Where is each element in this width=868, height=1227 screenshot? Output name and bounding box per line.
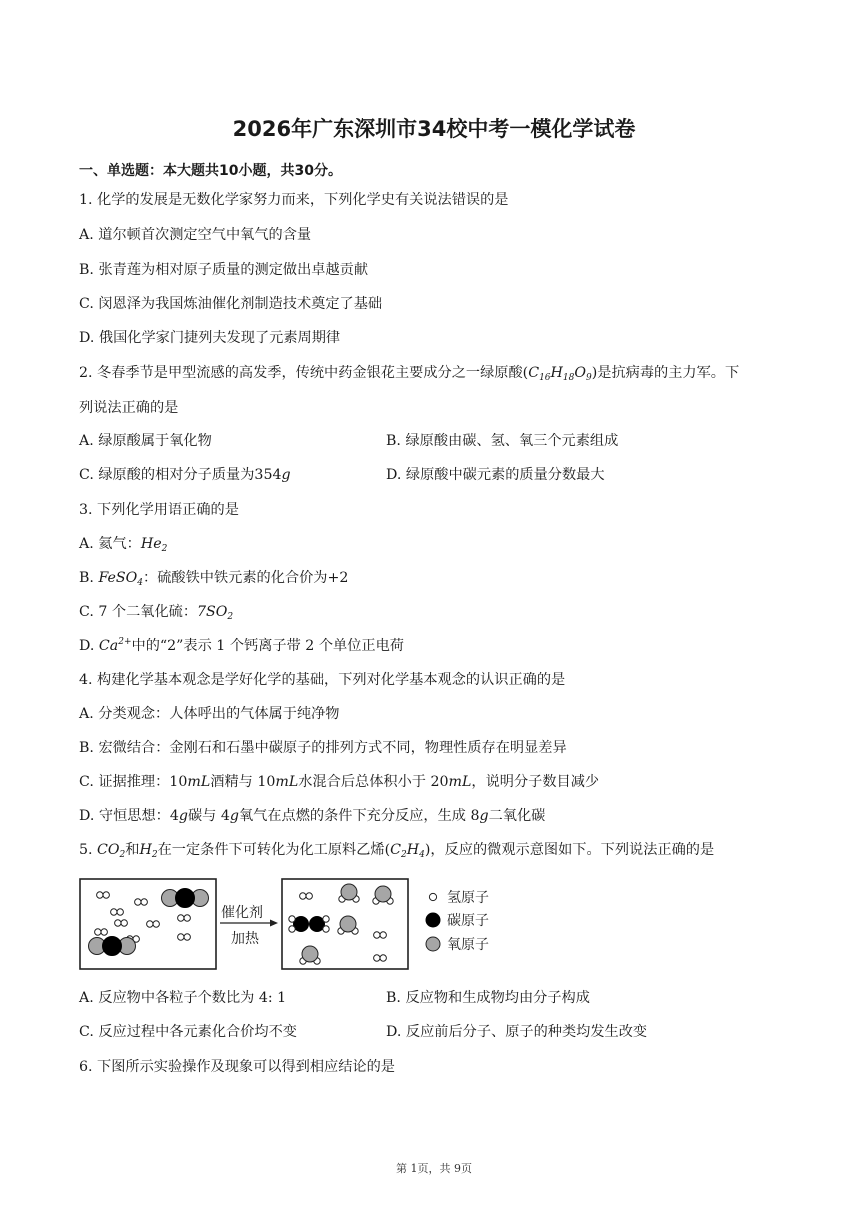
question-2-stem: 2. 冬春季节是甲型流感的高发季，传统中药金银花主要成分之一绿原酸$(C_{16}H_{18}O_9)$是抗病毒的主力军。下 xyxy=(79,365,740,383)
question-3-option-b: B. FeSO$_4$：硫酸铁中铁元素的化合价为+2 xyxy=(79,570,349,588)
question-1-option-c: C. 闵恩泽为我国炼油催化剂制造技术奠定了基础 xyxy=(79,296,383,312)
question-3-option-d: D. $Ca^{2+}$中的“2”表示 1 个钙离子带 2 个单位正电荷 xyxy=(79,637,404,654)
question-1-stem: 1. 化学的发展是无数化学家努力而来，下列化学史有关说法错误的是 xyxy=(79,192,509,208)
question-2-stem-cont: 列说法正确的是 xyxy=(79,400,179,416)
page-title: 2026年广东深圳市34校中考一模化学试卷 xyxy=(232,117,636,141)
formula-7so2: $7SO_2$ xyxy=(197,604,234,622)
question-2-option-c: C. 绿原酸的相对分子质量为354g xyxy=(79,467,291,483)
question-2-option-d: D. 绿原酸中碳元素的质量分数最大 xyxy=(386,467,605,483)
arrow-label-catalyst: 催化剂 xyxy=(221,905,263,921)
question-5-stem: 5. $CO_2$和$H_2$在一定条件下可转化为化工原料乙烯$(C_2H_4)$，反应的微观示意图如下。下列说法正确的是 xyxy=(79,842,715,860)
legend-carbon: 碳原子 xyxy=(447,913,489,929)
page-footer: 第 1页，共 9页 xyxy=(396,1162,472,1175)
question-1-option-d: D. 俄国化学家门捷列夫发现了元素周期律 xyxy=(79,330,341,346)
formula-chlorogenic-acid: $C_{16}H_{18}O_9$ xyxy=(528,365,592,383)
question-5-option-c: C. 反应过程中各元素化合价均不变 xyxy=(79,1024,297,1040)
question-5-option-d: D. 反应前后分子、原子的种类均发生改变 xyxy=(386,1024,648,1040)
question-5-option-b: B. 反应物和生成物均由分子构成 xyxy=(386,990,590,1006)
legend-hydrogen: 氢原子 xyxy=(447,890,489,906)
question-2-option-a: A. 绿原酸属于氧化物 xyxy=(79,433,212,449)
section-heading: 一、单选题：本大题共10小题，共30分。 xyxy=(79,163,342,179)
legend-oxygen: 氧原子 xyxy=(447,937,489,953)
question-3-option-c: C. 7 个二氧化硫：$7SO_2$ xyxy=(79,604,234,622)
arrow-label-heat: 加热 xyxy=(231,931,259,947)
question-1-option-b: B. 张青莲为相对原子质量的测定做出卓越贡献 xyxy=(79,262,369,278)
question-6-stem: 6. 下图所示实验操作及现象可以得到相应结论的是 xyxy=(79,1059,395,1075)
question-3-stem: 3. 下列化学用语正确的是 xyxy=(79,502,239,518)
question-4-option-a: A. 分类观念：人体呼出的气体属于纯净物 xyxy=(79,706,340,722)
question-4-option-b: B. 宏微结合：金刚石和石墨中碳原子的排列方式不同，物理性质存在明显差异 xyxy=(79,740,567,756)
formula-feso4: FeSO$_4$ xyxy=(98,570,144,588)
formula-co2: $CO_2$ xyxy=(97,842,126,860)
formula-h2: $H_2$ xyxy=(139,842,158,860)
formula-c2h4: $C_2H_4$ xyxy=(390,842,425,860)
formula-ca2plus: $Ca^{2+}$ xyxy=(98,637,132,654)
question-2-option-b: B. 绿原酸由碳、氢、氧三个元素组成 xyxy=(386,433,619,449)
question-1-option-a: A. 道尔顿首次测定空气中氧气的含量 xyxy=(79,227,312,243)
question-4-option-c: C. 证据推理：10mL酒精与 10mL水混合后总体积小于 20mL，说明分子数目减少 xyxy=(79,774,600,790)
question-4-stem: 4. 构建化学基本观念是学好化学的基础，下列对化学基本观念的认识正确的是 xyxy=(79,672,566,688)
formula-he2: $He_2$ xyxy=(140,536,168,554)
question-4-option-d: D. 守恒思想：4g碳与 4g氧气在点燃的条件下充分反应，生成 8g二氧化碳 xyxy=(79,808,546,824)
question-5-option-a: A. 反应物中各粒子个数比为 4: 1 xyxy=(79,990,287,1006)
question-3-option-a: A. 氦气：$He_2$ xyxy=(79,536,168,554)
reaction-micro-diagram xyxy=(79,875,599,973)
